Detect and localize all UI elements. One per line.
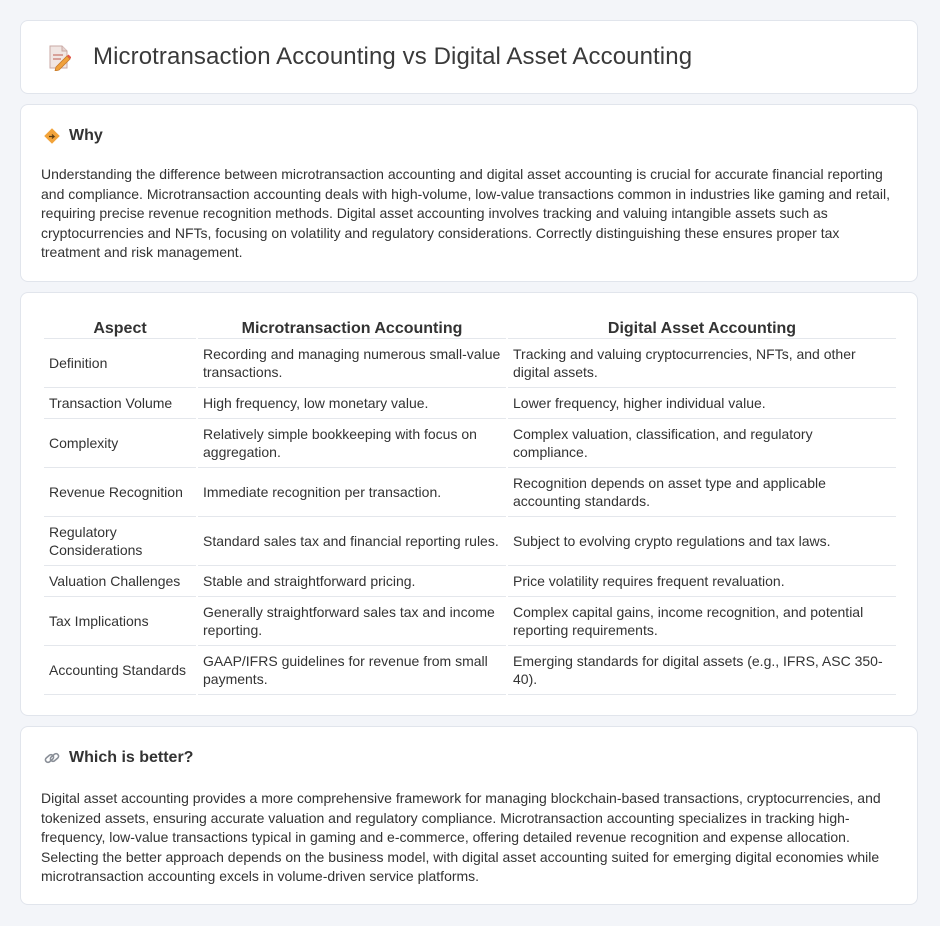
aspect-cell: Valuation Challenges: [44, 566, 196, 597]
digital-asset-cell: Emerging standards for digital assets (e.g., IFRS, ASC 350-40).: [508, 646, 896, 695]
table-row: [44, 646, 896, 695]
microtransaction-cell: Relatively simple bookkeeping with focus on aggregation.: [198, 419, 506, 468]
which-is-better-heading: Which is better?: [69, 749, 194, 766]
aspect-cell: Revenue Recognition: [44, 468, 196, 517]
microtransaction-cell: Recording and managing numerous small-value transactions.: [198, 339, 506, 388]
aspect-cell: Complexity: [44, 419, 196, 468]
microtransaction-cell: Generally straightforward sales tax and income reporting.: [198, 597, 506, 646]
which-is-better-section: [20, 726, 918, 905]
table-row: [44, 517, 896, 566]
aspect-cell: Tax Implications: [44, 597, 196, 646]
microtransaction-cell: Immediate recognition per transaction.: [198, 468, 506, 517]
which-is-better-text: Digital asset accounting provides a more comprehensive framework for managing blockchain-based transactions, cryptocurrencies, and tokenized assets, ensuring accurate valuation and regulatory compliance. Microtransaction accounting specializes in tracking high-frequency, low-value transactions typical in gaming and e-commerce, offering detailed revenue recognition and expense allocation. Selecting the better approach depends on the business model, with digital asset accounting suited for emerging digital economies while microtransaction accounting excels in volume-driven service platforms.: [41, 790, 881, 884]
digital-asset-cell: Complex capital gains, income recognition, and potential reporting requirements.: [508, 597, 896, 646]
table-row: [44, 419, 896, 468]
aspect-cell: Transaction Volume: [44, 388, 196, 419]
aspect-cell: Regulatory Considerations: [44, 517, 196, 566]
why-text: Understanding the difference between microtransaction accounting and digital asset accounting is crucial for accurate financial reporting and compliance. Microtransaction accounting deals with high-volume, low-value transactions common in industries like gaming and retail, requiring precise revenue recognition methods. Digital asset accounting involves tracking and valuing intangible assets such as cryptocurrencies and NFTs, focusing on volatility and regulatory considerations. Correctly distinguishing these ensures proper tax treatment and risk management.: [41, 166, 890, 260]
comparison-table-card: [20, 292, 918, 716]
table-row: [44, 468, 896, 517]
page-title: Microtransaction Accounting vs Digital Asset Accounting: [93, 43, 693, 70]
header-aspect: Aspect: [44, 316, 196, 339]
header-microtransaction: Microtransaction Accounting: [198, 316, 506, 339]
comparison-table: [42, 316, 898, 695]
digital-asset-cell: Lower frequency, higher individual value.: [508, 388, 896, 419]
header-digital-asset: Digital Asset Accounting: [508, 316, 896, 339]
aspect-cell: Definition: [44, 339, 196, 388]
why-section: [20, 104, 918, 282]
title-card: [20, 20, 918, 94]
table-row: [44, 597, 896, 646]
digital-asset-cell: Tracking and valuing cryptocurrencies, NFTs, and other digital assets.: [508, 339, 896, 388]
microtransaction-cell: High frequency, low monetary value.: [198, 388, 506, 419]
digital-asset-cell: Subject to evolving crypto regulations and tax laws.: [508, 517, 896, 566]
table-row: [44, 566, 896, 597]
document-pencil-icon: [47, 43, 71, 71]
microtransaction-cell: Stable and straightforward pricing.: [198, 566, 506, 597]
diamond-sign-icon: [43, 127, 61, 145]
aspect-cell: Accounting Standards: [44, 646, 196, 695]
table-row: [44, 339, 896, 388]
digital-asset-cell: Recognition depends on asset type and applicable accounting standards.: [508, 468, 896, 517]
microtransaction-cell: GAAP/IFRS guidelines for revenue from small payments.: [198, 646, 506, 695]
digital-asset-cell: Price volatility requires frequent revaluation.: [508, 566, 896, 597]
link-icon: [43, 749, 61, 767]
microtransaction-cell: Standard sales tax and financial reporting rules.: [198, 517, 506, 566]
why-heading: Why: [69, 127, 103, 144]
table-row: [44, 388, 896, 419]
digital-asset-cell: Complex valuation, classification, and regulatory compliance.: [508, 419, 896, 468]
